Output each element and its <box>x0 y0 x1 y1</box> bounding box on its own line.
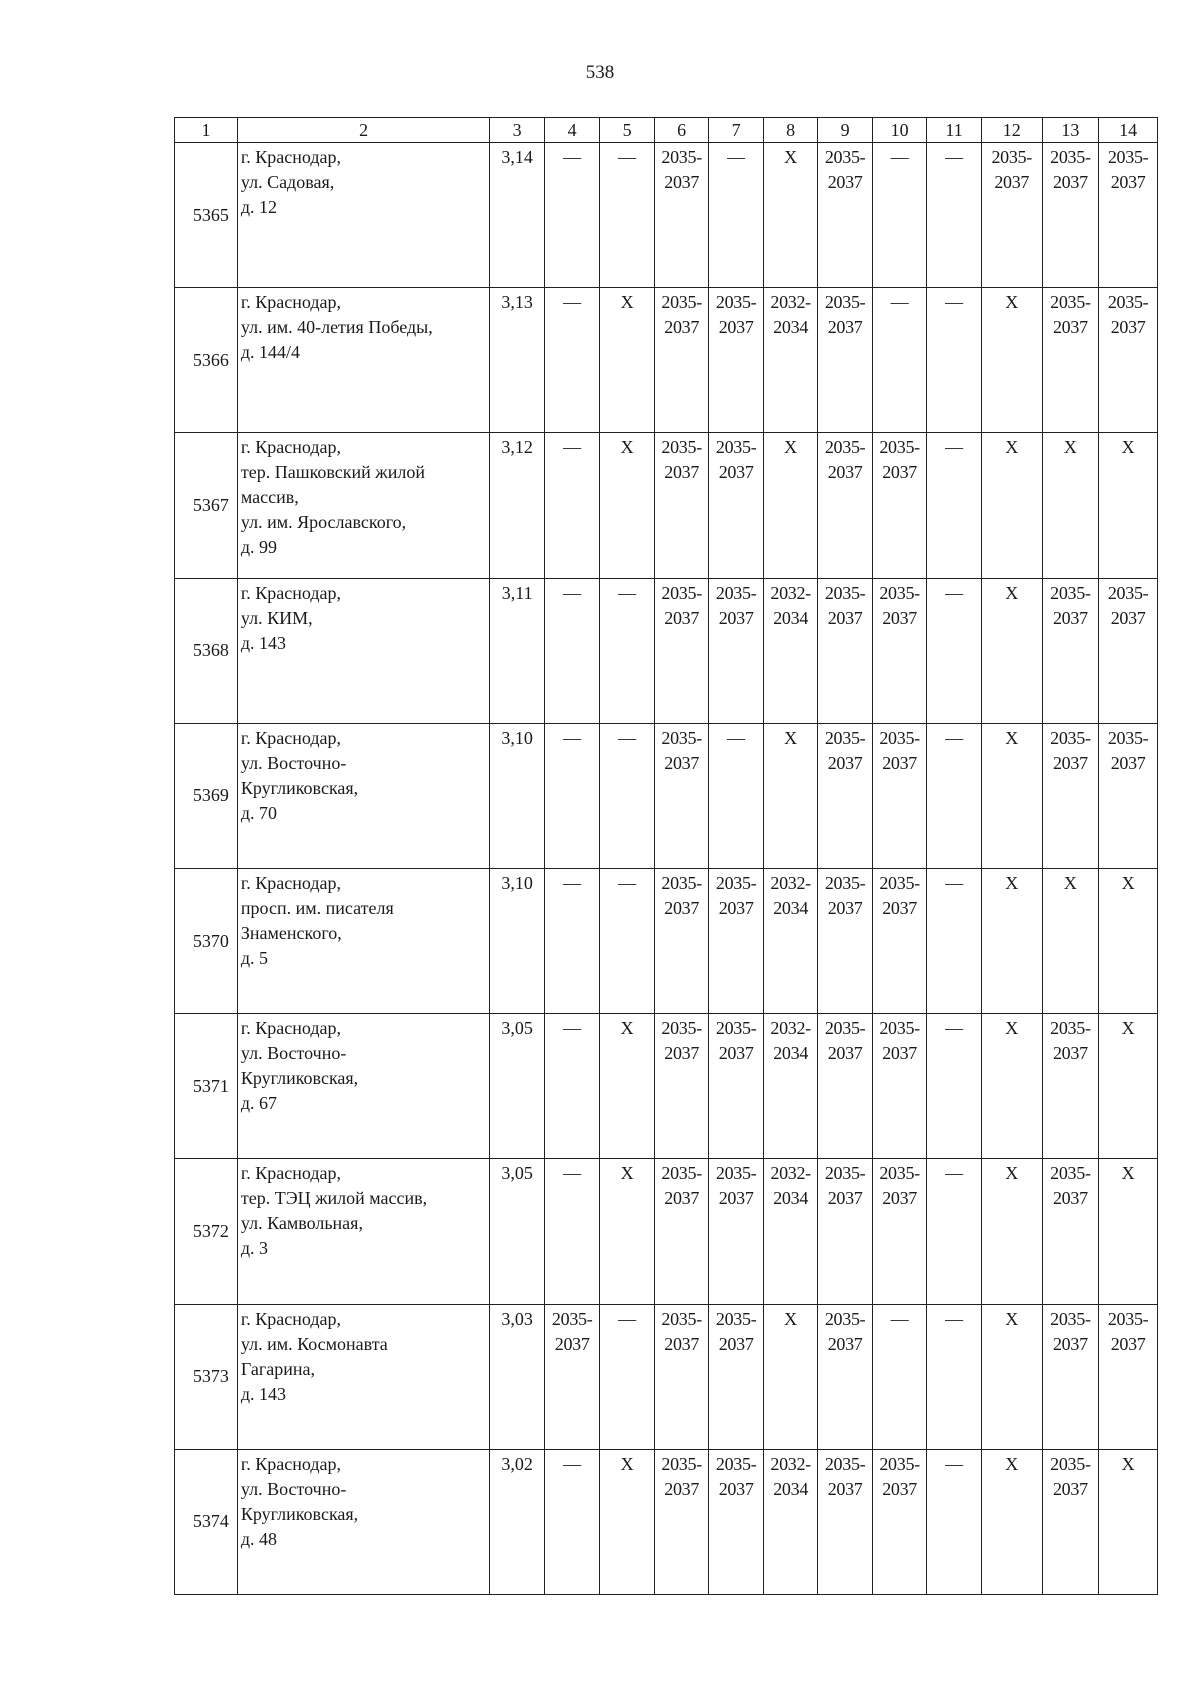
period-cell: 2035- 2037 <box>654 433 708 578</box>
period-cell: 2032- 2034 <box>763 1159 817 1304</box>
period-cell: 2035- 2037 <box>872 1159 926 1304</box>
address-line: Кругликовская, <box>240 1068 359 1089</box>
address-line: д. 12 <box>240 197 278 217</box>
period-cell: 2035- 2037 <box>654 143 708 288</box>
period-cell: 2035- 2037 <box>981 143 1042 288</box>
period-cell: X <box>981 578 1042 723</box>
period-cell: X <box>981 868 1042 1013</box>
table-row <box>175 1449 1158 1594</box>
period-cell: X <box>600 1159 654 1304</box>
period-cell: — <box>927 1014 981 1159</box>
period-cell: X <box>600 1014 654 1159</box>
period-cell: — <box>600 578 654 723</box>
address-line: г. Краснодар, <box>240 292 341 313</box>
value-cell: 3,10 <box>490 868 544 1013</box>
table-row <box>175 143 1158 288</box>
period-cell: 2035- 2037 <box>654 868 708 1013</box>
period-cell: — <box>544 723 600 868</box>
period-cell: 2035- 2037 <box>818 288 872 433</box>
period-cell: — <box>927 143 981 288</box>
period-cell: 2035- 2037 <box>709 288 763 433</box>
address-line: ул. им. Ярославского, <box>240 512 407 533</box>
period-cell: 2035- 2037 <box>1099 288 1158 433</box>
period-cell: 2035- 2037 <box>654 723 708 868</box>
address-cell <box>237 433 490 578</box>
address-line: г. Краснодар, <box>240 1163 341 1184</box>
address-line: д. 99 <box>240 537 278 558</box>
period-cell: X <box>981 433 1042 578</box>
address-line: ул. Садовая, <box>240 172 335 192</box>
period-cell: 2035- 2037 <box>709 868 763 1013</box>
period-cell: — <box>600 723 654 868</box>
address-cell <box>237 1014 490 1159</box>
row-number: 5371 <box>175 1014 238 1159</box>
value-cell: 3,02 <box>490 1449 544 1594</box>
period-cell: X <box>1099 868 1158 1013</box>
period-cell: 2032- 2034 <box>763 868 817 1013</box>
period-cell: — <box>544 143 600 288</box>
period-cell: 2035- 2037 <box>1042 143 1099 288</box>
address-line: массив, <box>240 487 299 508</box>
period-cell: X <box>600 1449 654 1594</box>
table-row <box>175 433 1158 578</box>
address-cell <box>237 1304 490 1449</box>
period-cell: X <box>1099 1014 1158 1159</box>
period-cell: — <box>709 143 763 288</box>
column-header: 1 <box>175 118 238 143</box>
period-cell: 2035- 2037 <box>1099 723 1158 868</box>
address-line: д. 67 <box>240 1093 278 1114</box>
address-line: д. 70 <box>240 802 278 823</box>
address-line: тер. ТЭЦ жилой массив, <box>240 1188 428 1209</box>
period-cell: — <box>544 578 600 723</box>
row-number: 5366 <box>175 288 238 433</box>
period-cell: — <box>927 288 981 433</box>
period-cell: — <box>600 143 654 288</box>
period-cell: 2035- 2037 <box>709 1159 763 1304</box>
address-line: ул. им. Космонавта <box>240 1333 388 1354</box>
address-line: ул. Восточно- <box>240 752 347 773</box>
period-cell: 2035- 2037 <box>1042 1159 1099 1304</box>
address-line: Кругликовская, <box>240 1503 359 1524</box>
column-header: 5 <box>600 118 654 143</box>
period-cell: X <box>763 1304 817 1449</box>
period-cell: 2035- 2037 <box>818 1449 872 1594</box>
period-cell: X <box>1099 433 1158 578</box>
period-cell: — <box>544 288 600 433</box>
row-number: 5374 <box>175 1449 238 1594</box>
period-cell: 2035- 2037 <box>709 1449 763 1594</box>
period-cell: 2032- 2034 <box>763 288 817 433</box>
period-cell: — <box>600 868 654 1013</box>
period-cell: — <box>927 433 981 578</box>
period-cell: 2035- 2037 <box>818 433 872 578</box>
row-number: 5368 <box>175 578 238 723</box>
period-cell: — <box>872 143 926 288</box>
registry-table <box>174 117 1158 1595</box>
column-header: 8 <box>763 118 817 143</box>
address-line: просп. им. писателя <box>240 897 394 918</box>
period-cell: 2035- 2037 <box>872 1449 926 1594</box>
address-cell <box>237 868 490 1013</box>
period-cell: X <box>1042 868 1099 1013</box>
period-cell: 2032- 2034 <box>763 1449 817 1594</box>
period-cell: X <box>763 143 817 288</box>
period-cell: 2035- 2037 <box>1099 578 1158 723</box>
column-header: 10 <box>872 118 926 143</box>
value-cell: 3,03 <box>490 1304 544 1449</box>
period-cell: — <box>544 868 600 1013</box>
row-number: 5372 <box>175 1159 238 1304</box>
period-cell: X <box>981 1449 1042 1594</box>
period-cell: — <box>927 1159 981 1304</box>
row-number: 5367 <box>175 433 238 578</box>
address-line: д. 3 <box>240 1238 269 1259</box>
column-header: 4 <box>544 118 600 143</box>
address-line: Знаменского, <box>240 922 342 943</box>
period-cell: X <box>763 433 817 578</box>
address-line: г. Краснодар, <box>240 582 341 603</box>
address-cell <box>237 723 490 868</box>
page-number: 538 <box>585 62 615 83</box>
period-cell: 2035- 2037 <box>818 723 872 868</box>
table-row <box>175 723 1158 868</box>
period-cell: 2035- 2037 <box>709 578 763 723</box>
column-header: 11 <box>927 118 981 143</box>
period-cell: X <box>600 433 654 578</box>
header-row <box>175 118 1158 143</box>
period-cell: 2035- 2037 <box>1042 578 1099 723</box>
value-cell: 3,13 <box>490 288 544 433</box>
period-cell: 2035- 2037 <box>1042 1014 1099 1159</box>
value-cell: 3,14 <box>490 143 544 288</box>
value-cell: 3,05 <box>490 1159 544 1304</box>
address-line: ул. КИМ, <box>240 607 313 628</box>
period-cell: X <box>600 288 654 433</box>
period-cell: X <box>981 1159 1042 1304</box>
period-cell: X <box>1099 1159 1158 1304</box>
period-cell: X <box>981 1014 1042 1159</box>
period-cell: — <box>544 1449 600 1594</box>
period-cell: 2035- 2037 <box>1042 1449 1099 1594</box>
address-line: г. Краснодар, <box>240 147 341 167</box>
period-cell: 2035- 2037 <box>818 1304 872 1449</box>
table-row <box>175 1159 1158 1304</box>
value-cell: 3,11 <box>490 578 544 723</box>
period-cell: — <box>927 723 981 868</box>
period-cell: 2035- 2037 <box>872 723 926 868</box>
period-cell: 2035- 2037 <box>654 288 708 433</box>
address-line: д. 143 <box>240 1383 287 1404</box>
table-row <box>175 578 1158 723</box>
address-line: ул. им. 40-летия Победы, <box>240 317 433 338</box>
address-line: Кругликовская, <box>240 777 359 798</box>
address-cell <box>237 288 490 433</box>
period-cell: 2035- 2037 <box>818 578 872 723</box>
period-cell: 2035- 2037 <box>654 1304 708 1449</box>
period-cell: — <box>927 578 981 723</box>
period-cell: X <box>1042 433 1099 578</box>
period-cell: 2035- 2037 <box>1042 288 1099 433</box>
address-line: ул. Камвольная, <box>240 1213 363 1234</box>
period-cell: — <box>872 1304 926 1449</box>
period-cell: — <box>544 1014 600 1159</box>
period-cell: 2035- 2037 <box>654 1159 708 1304</box>
period-cell: — <box>544 1159 600 1304</box>
table-row <box>175 288 1158 433</box>
table-header <box>175 118 1158 143</box>
column-header: 14 <box>1099 118 1158 143</box>
period-cell: — <box>872 288 926 433</box>
period-cell: X <box>981 288 1042 433</box>
address-cell <box>237 1159 490 1304</box>
address-cell <box>237 1449 490 1594</box>
address-line: г. Краснодар, <box>240 1018 341 1039</box>
address-line: д. 144/4 <box>240 342 301 363</box>
period-cell: 2035- 2037 <box>1099 143 1158 288</box>
row-number: 5373 <box>175 1304 238 1449</box>
column-header: 9 <box>818 118 872 143</box>
period-cell: 2035- 2037 <box>872 578 926 723</box>
period-cell: 2035- 2037 <box>544 1304 600 1449</box>
address-line: г. Краснодар, <box>240 437 341 458</box>
value-cell: 3,12 <box>490 433 544 578</box>
address-line: г. Краснодар, <box>240 1308 341 1329</box>
column-header: 12 <box>981 118 1042 143</box>
period-cell: 2035- 2037 <box>654 1449 708 1594</box>
period-cell: X <box>981 1304 1042 1449</box>
period-cell: X <box>1099 1449 1158 1594</box>
column-header: 2 <box>237 118 490 143</box>
address-line: тер. Пашковский жилой <box>240 462 425 483</box>
period-cell: 2035- 2037 <box>818 868 872 1013</box>
period-cell: 2035- 2037 <box>709 1014 763 1159</box>
period-cell: 2035- 2037 <box>654 1014 708 1159</box>
address-line: д. 5 <box>240 947 269 968</box>
period-cell: — <box>600 1304 654 1449</box>
period-cell: 2035- 2037 <box>872 868 926 1013</box>
column-header: 13 <box>1042 118 1099 143</box>
address-cell <box>237 578 490 723</box>
table-row <box>175 868 1158 1013</box>
value-cell: 3,10 <box>490 723 544 868</box>
period-cell: — <box>927 868 981 1013</box>
table-row <box>175 1304 1158 1449</box>
address-line: г. Краснодар, <box>240 1453 341 1474</box>
address-line: Гагарина, <box>240 1358 315 1379</box>
period-cell: 2032- 2034 <box>763 1014 817 1159</box>
row-number: 5365 <box>175 143 238 288</box>
period-cell: 2035- 2037 <box>1042 1304 1099 1449</box>
period-cell: 2035- 2037 <box>818 143 872 288</box>
period-cell: X <box>763 723 817 868</box>
address-line: д. 143 <box>240 632 287 653</box>
row-number: 5369 <box>175 723 238 868</box>
period-cell: 2035- 2037 <box>654 578 708 723</box>
period-cell: 2035- 2037 <box>872 433 926 578</box>
column-header: 3 <box>490 118 544 143</box>
address-cell <box>237 143 490 288</box>
period-cell: 2035- 2037 <box>818 1159 872 1304</box>
period-cell: 2035- 2037 <box>709 1304 763 1449</box>
address-line: г. Краснодар, <box>240 727 341 748</box>
value-cell: 3,05 <box>490 1014 544 1159</box>
period-cell: 2035- 2037 <box>818 1014 872 1159</box>
period-cell: X <box>981 723 1042 868</box>
period-cell: 2032- 2034 <box>763 578 817 723</box>
period-cell: 2035- 2037 <box>1099 1304 1158 1449</box>
address-line: ул. Восточно- <box>240 1478 347 1499</box>
period-cell: 2035- 2037 <box>1042 723 1099 868</box>
address-line: д. 48 <box>240 1528 278 1549</box>
period-cell: 2035- 2037 <box>709 433 763 578</box>
row-number: 5370 <box>175 868 238 1013</box>
period-cell: — <box>709 723 763 868</box>
table-body <box>175 143 1158 1595</box>
period-cell: — <box>927 1304 981 1449</box>
table-row <box>175 1014 1158 1159</box>
address-line: ул. Восточно- <box>240 1043 347 1064</box>
period-cell: 2035- 2037 <box>872 1014 926 1159</box>
address-line: г. Краснодар, <box>240 872 341 893</box>
period-cell: — <box>544 433 600 578</box>
period-cell: — <box>927 1449 981 1594</box>
column-header: 7 <box>709 118 763 143</box>
column-header: 6 <box>654 118 708 143</box>
